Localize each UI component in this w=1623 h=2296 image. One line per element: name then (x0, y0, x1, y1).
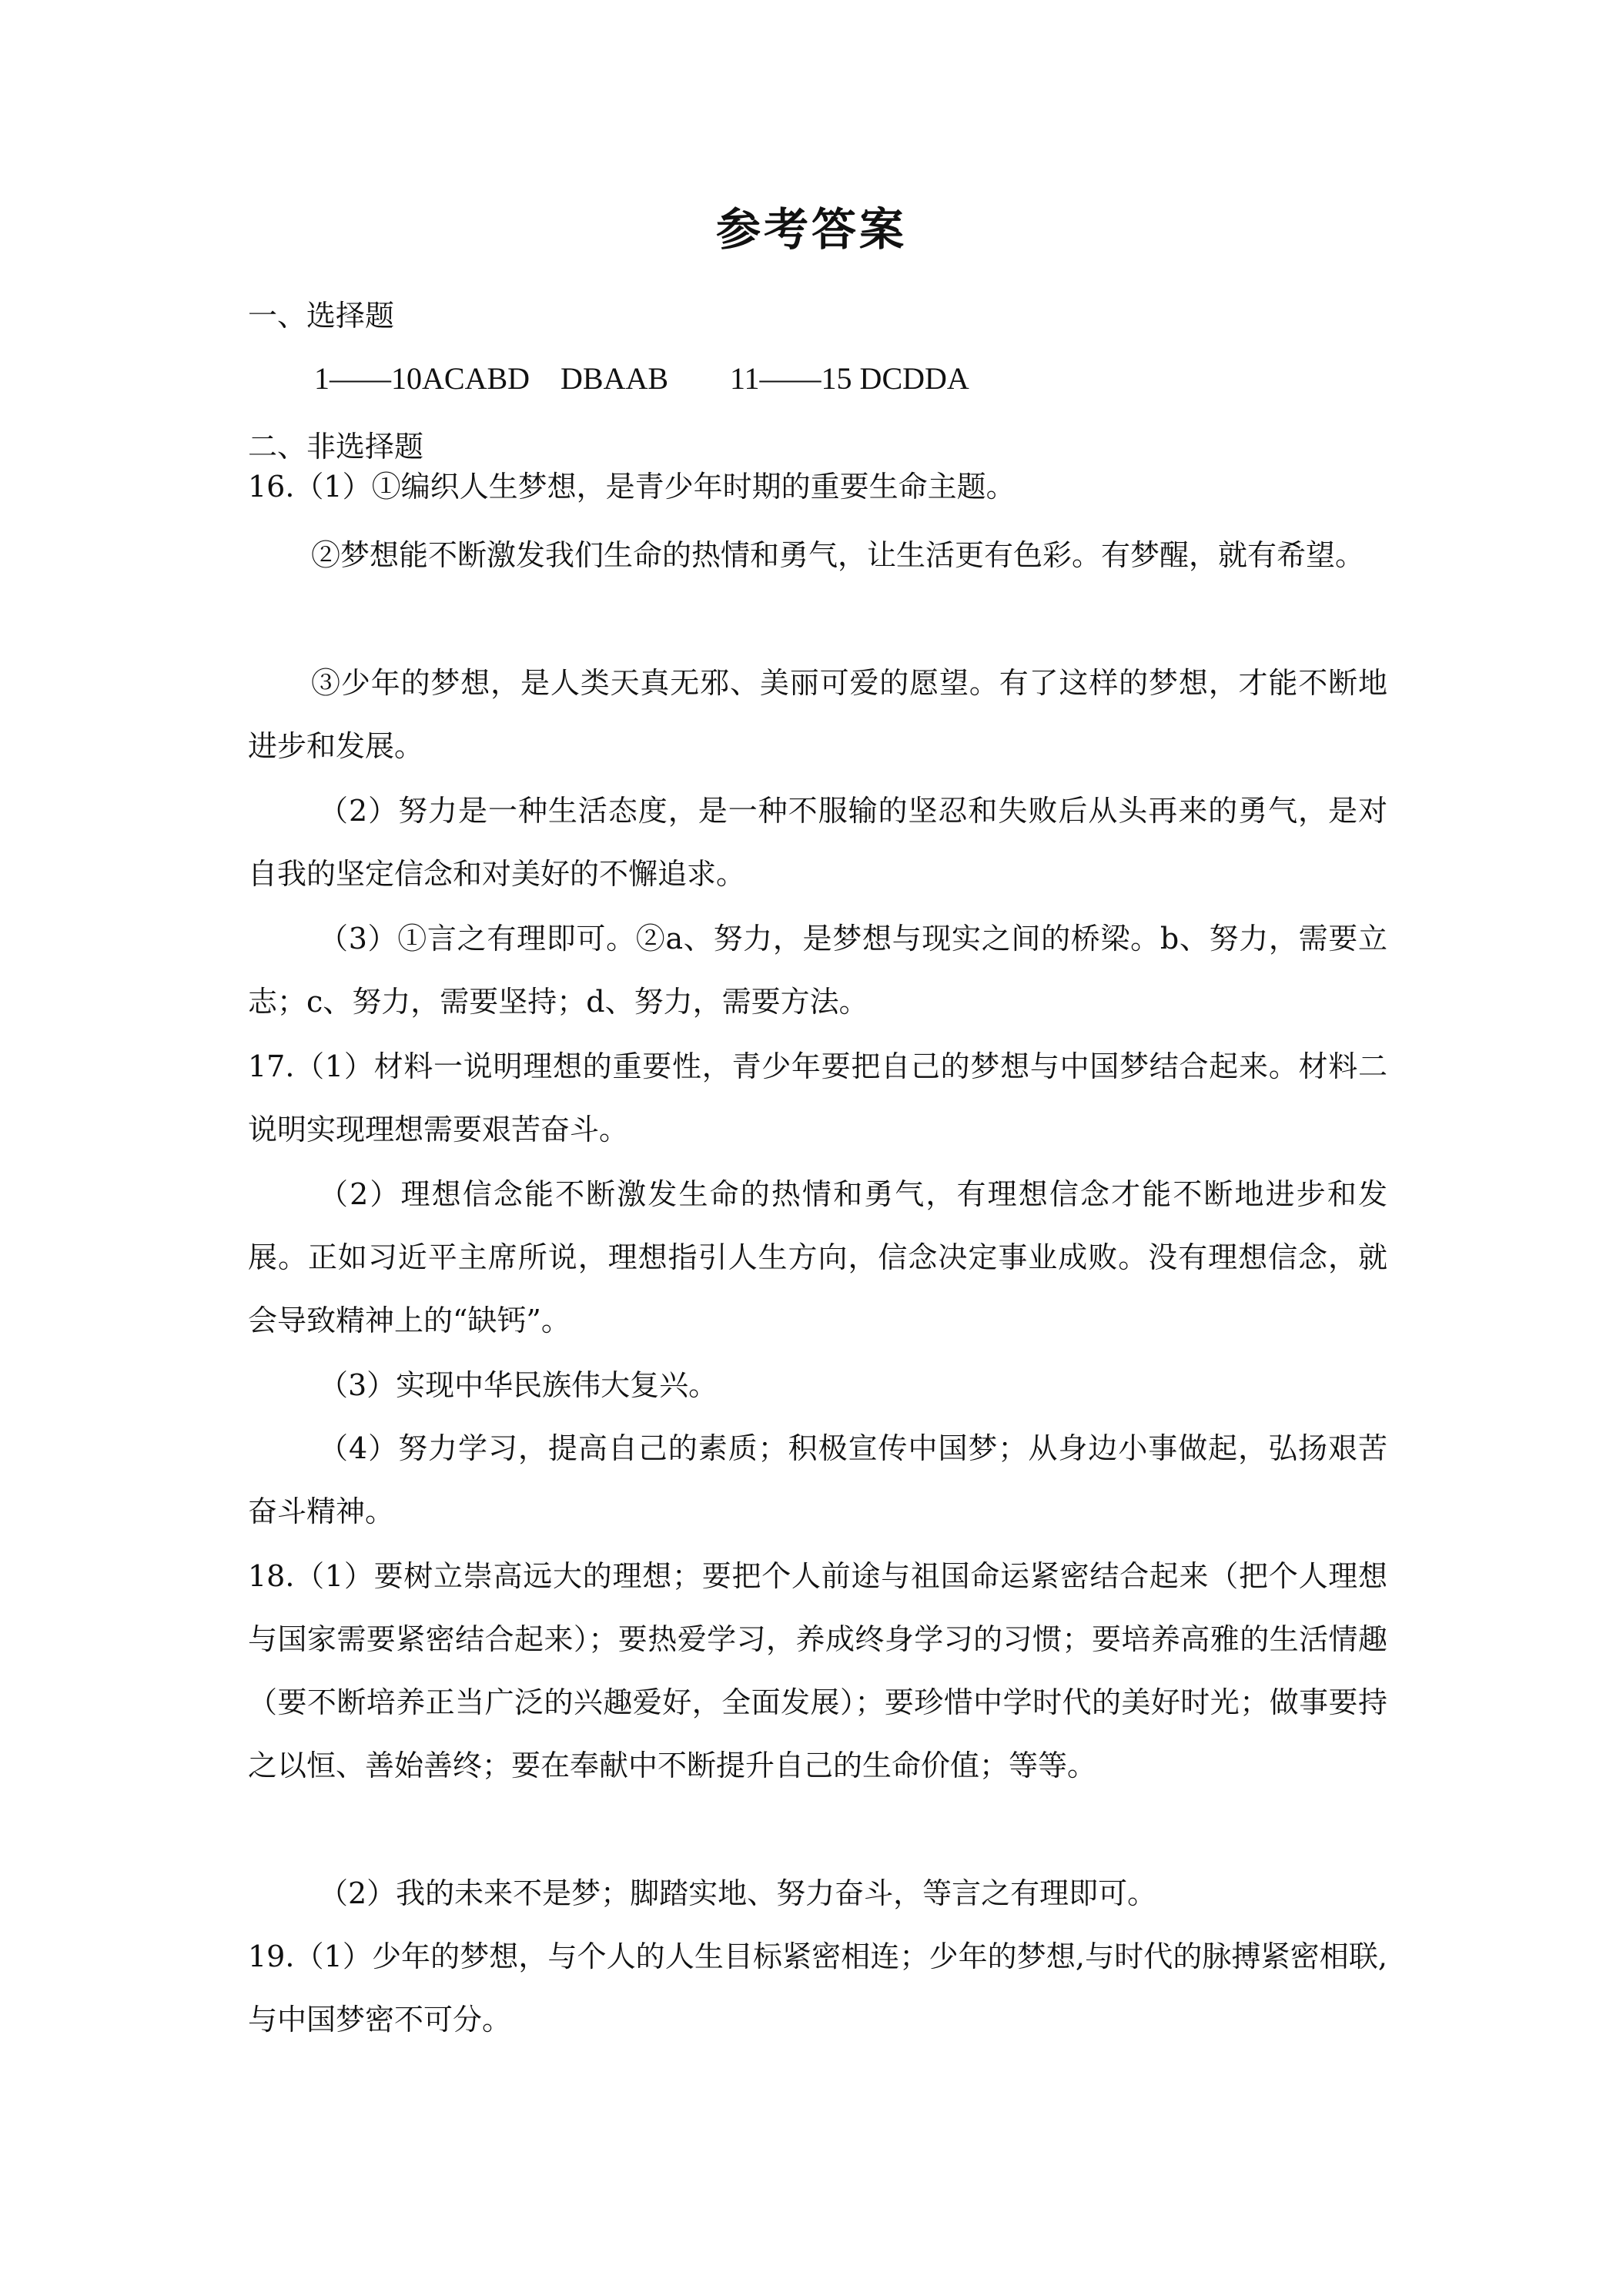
q19-part1: 19.（1）少年的梦想，与个人的人生目标紧密相连；少年的梦想,与时代的脉搏紧密相联,与中国梦密不可分。 (248, 1940, 1387, 2037)
q18-part1: 18.（1）要树立崇高远大的理想；要把个人前途与祖国命运紧密结合起来（把个人理想与国家需要紧密结合起来）；要热爱学习，养成终身学习的习惯；要培养高雅的生活情趣（要不断培养正当广泛的兴趣爱好，全面发展）；要珍惜中学时代的美好时光；做事要持之以恒、善始善终；要在奉献中不断提升自己的生命价值；等等。 (248, 1559, 1387, 1782)
q17-part2: （2）理想信念能不断激发生命的热情和勇气，有理想信念才能不断地进步和发展。正如习近平主席所说，理想指引人生方向，信念决定事业成败。没有理想信念，就会导致精神上的“缺钙”。 (248, 1177, 1387, 1337)
q17-part4: （4）努力学习，提高自己的素质；积极宣传中国梦；从身边小事做起，弘扬艰苦奋斗精神。 (248, 1431, 1387, 1528)
q16-part3: （3）①言之有理即可。②a、努力，是梦想与现实之间的桥梁。b、努力，需要立志；c、努力，需要坚持；d、努力，需要方法。 (248, 922, 1387, 1019)
page-title: 参考答案 (715, 203, 907, 256)
q16-part2: （2）努力是一种生活态度，是一种不服输的坚忍和失败后从头再来的勇气，是对自我的坚定信念和对美好的不懈追求。 (248, 794, 1387, 891)
q16-part1-item2: ②梦想能不断激发我们生命的热情和勇气，让生活更有色彩。有梦醒，就有希望。 (311, 538, 1365, 572)
multiple-choice-answers: 1——10ACABD DBAAB 11——15 DCDDA (314, 361, 969, 396)
q16-part1-item3: ③少年的梦想，是人类天真无邪、美丽可爱的愿望。有了这样的梦想，才能不断地进步和发展。 (248, 666, 1387, 763)
q17-part3: （3）实现中华民族伟大复兴。 (319, 1368, 718, 1402)
q16-part1-item1: 16.（1）①编织人生梦想，是青少年时期的重要生命主题。 (248, 470, 1016, 504)
q17-part1: 17.（1）材料一说明理想的重要性，青少年要把自己的梦想与中国梦结合起来。材料二说明实现理想需要艰苦奋斗。 (248, 1049, 1387, 1146)
q18-part2: （2）我的未来不是梦；脚踏实地、努力奋斗，等言之有理即可。 (319, 1876, 1157, 1910)
section-non-choice-heading: 二、非选择题 (248, 430, 424, 464)
section-multiple-choice-heading: 一、选择题 (248, 299, 395, 333)
